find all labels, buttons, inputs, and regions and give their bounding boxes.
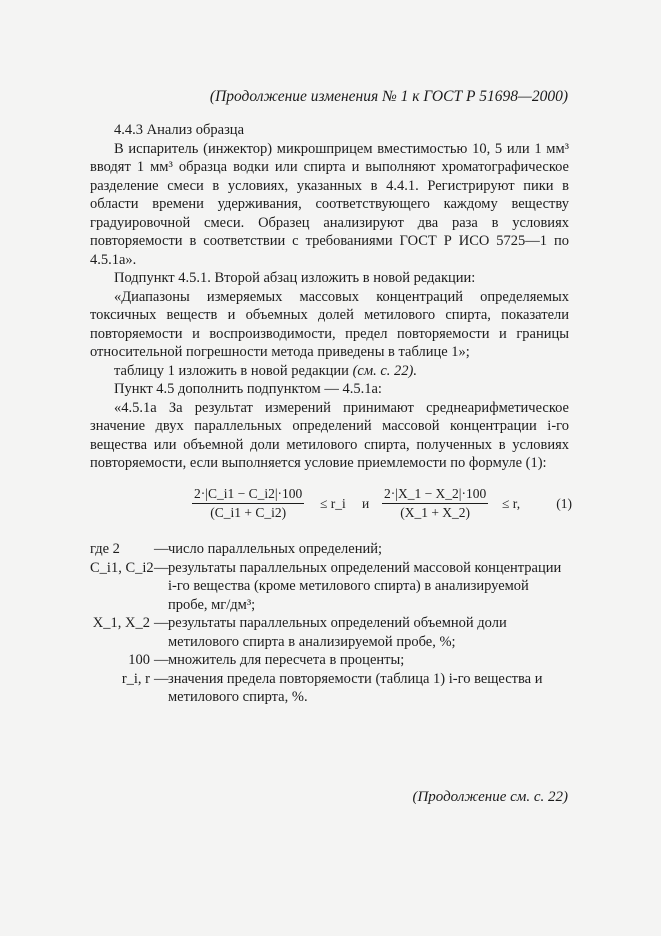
paragraph-text: таблицу 1 изложить в новой редакции bbox=[114, 362, 349, 379]
dash: — bbox=[154, 559, 169, 576]
definition-text: результаты параллельных определений объемной доли метилового спирта в анализируемой пробе, %; bbox=[168, 615, 507, 650]
definition-text: множитель для пересчета в проценты; bbox=[168, 652, 405, 668]
fraction-numerator: 2·|X_1 − X_2|·100 bbox=[382, 486, 488, 504]
fraction-denominator: (C_i1 + C_i2) bbox=[210, 505, 287, 520]
paragraph: В испаритель (инжектор) микрошприцем вместимостью 10, 5 или 1 мм³ вводят 1 мм³ образца водки или спирта и выполняют хроматографическое разделение смеси в условиях, указанных в 4.4.1. Регистрируют пики в области времени удерживания, соответствующего каждому веществу градуировочной смеси. Образец анализируют два раза в условиях повторяемости в соответствии с требованиями ГОСТ Р ИСО 5725—1 по 4.5.1а». bbox=[90, 140, 569, 268]
equation-number: (1) bbox=[556, 496, 572, 511]
definition-text: число параллельных определений; bbox=[168, 541, 383, 557]
section-title: 4.4.3 Анализ образца bbox=[114, 122, 245, 138]
dash: — bbox=[154, 615, 169, 631]
fraction-denominator: (X_1 + X_2) bbox=[400, 505, 471, 520]
definition-row bbox=[90, 614, 569, 651]
paragraph: Подпункт 4.5.1. Второй абзац изложить в новой редакции: bbox=[114, 270, 476, 286]
definition-text: значения предела повторяемости (таблица 1) i-го вещества и метилового спирта, %. bbox=[168, 670, 543, 705]
relation-ri: ≤ r_i bbox=[320, 496, 346, 511]
footer-continuation: (Продолжение см. с. 22) bbox=[412, 789, 568, 805]
definition-intro: где 2 bbox=[90, 541, 120, 557]
definition-row bbox=[90, 670, 569, 707]
definition-symbol: r_i, r bbox=[121, 670, 150, 687]
paragraph: Пункт 4.5 дополнить подпунктом — 4.5.1а: bbox=[114, 381, 382, 397]
body-text bbox=[90, 121, 569, 473]
definition-text: результаты параллельных определений массовой концентрации i-го вещества (кроме метилового спирта) в анализируемой пробе, мг/дм³; bbox=[168, 559, 562, 613]
page-reference: (см. с. 22). bbox=[352, 362, 417, 379]
dash: — bbox=[154, 652, 169, 668]
paragraph: «4.5.1а За результат измерений принимают среднеарифметическое значение двух параллельных определений массовой концентрации i-го вещества или объемной доли метилового спирта, полученных в условиях повторяемости, если выполняется условие приемлемости по формуле (1): bbox=[90, 399, 569, 471]
conjunction: и bbox=[362, 496, 370, 511]
definition-symbol: C_i1, C_i2 bbox=[90, 559, 154, 576]
definition-symbol: X_1, X_2 bbox=[92, 615, 150, 631]
definition-symbol: 100 bbox=[128, 652, 150, 668]
definition-row bbox=[90, 559, 569, 615]
dash: — bbox=[154, 541, 169, 557]
definition-row bbox=[90, 540, 569, 559]
definition-row bbox=[90, 651, 569, 670]
dash: — bbox=[154, 670, 169, 687]
header-continuation: (Продолжение изменения № 1 к ГОСТ Р 51698—2000) bbox=[209, 88, 568, 105]
fraction-numerator: 2·|C_i1 − C_i2|·100 bbox=[192, 486, 304, 504]
fraction-volume bbox=[382, 486, 488, 521]
definitions-list bbox=[90, 540, 569, 707]
formula-1 bbox=[192, 486, 572, 524]
paragraph bbox=[90, 362, 569, 381]
relation-r: ≤ r, bbox=[502, 496, 521, 511]
paragraph: «Диапазоны измеряемых массовых концентраций определяемых токсичных веществ и объемных долей метилового спирта, показатели повторяемости и воспроизводимости, предел повторяемости и границы относительной погрешности метода приведены в таблице 1»; bbox=[90, 288, 569, 360]
fraction-concentration bbox=[192, 486, 304, 521]
